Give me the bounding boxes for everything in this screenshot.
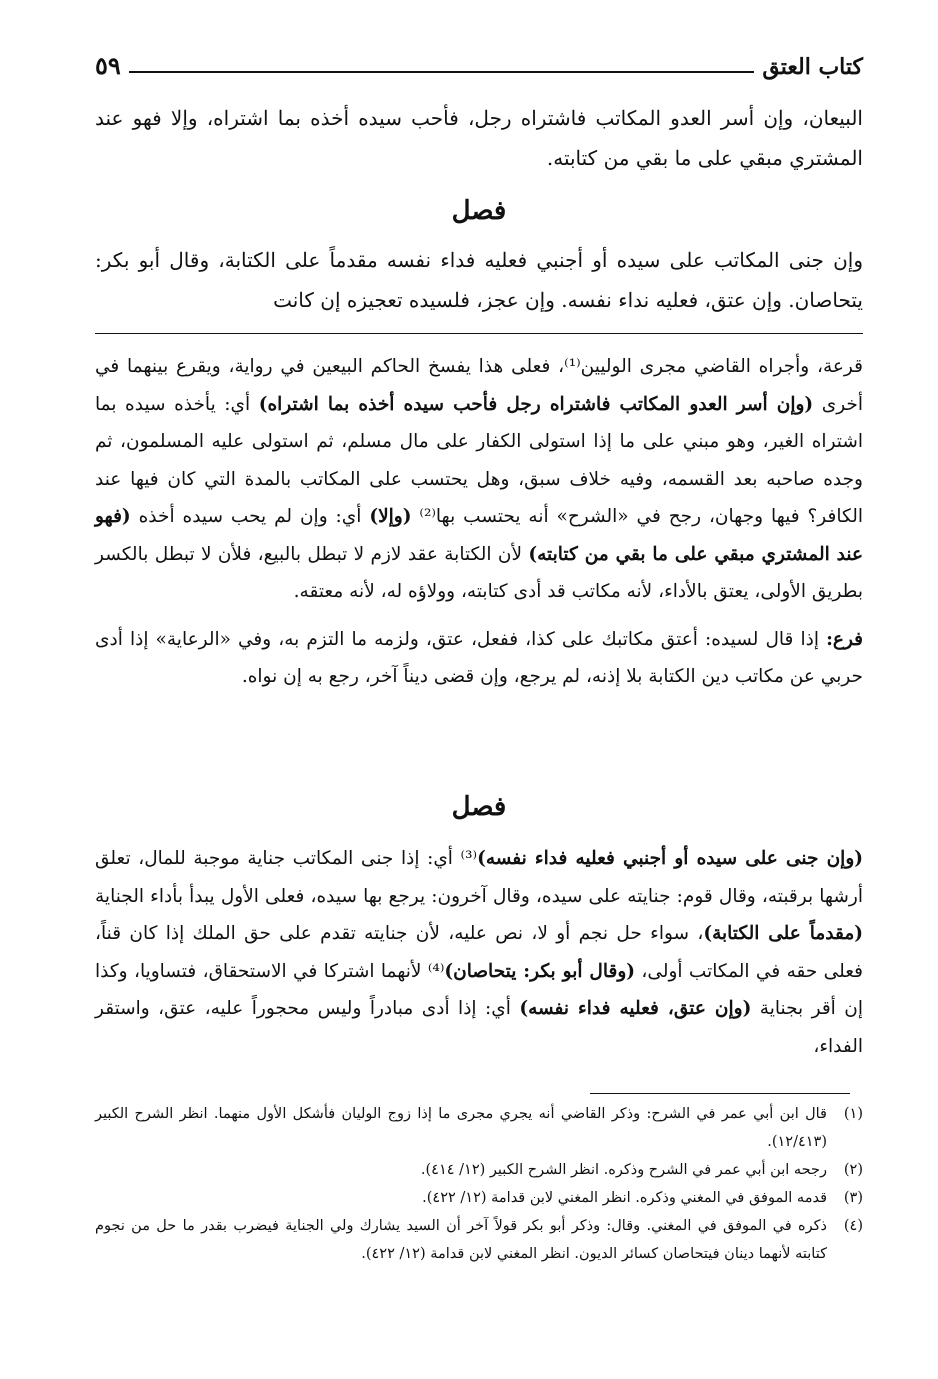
quoted-matn: (وإن أسر العدو المكاتب فاشتراه رجل فأحب سيده أخذه بما اشتراه) <box>258 393 814 415</box>
quoted-matn: (وقال أبو بكر: يتحاصان) <box>444 960 636 982</box>
page-number: ٥٩ <box>95 51 121 80</box>
footnote-rule <box>590 1093 850 1094</box>
footnote-text: ذكره في الموفق في المغني. وقال: وذكر أبو بكر قولاً آخر أن السيد يشارك ولي الجناية فيضرب بقدر ما حل من نجوم كتابته لأنهما دينان فيتحاصان كسائر الديون. انظر المغني لابن قدامة (١٢/ ٤٢٢). <box>95 1218 827 1262</box>
footnote-text: قال ابن أبي عمر في الشرح: وذكر القاضي أنه يجري مجرى ما إذا زوج الوليان فأشكل الأول منهما. انظر الشرح الكبير (١٢/٤١٣). <box>95 1106 827 1150</box>
sharh-text: ⁽⁴⁾ لأنهما اشتركا في الاستحقاق، فتساويا، وكذا إن أقر بجناية <box>95 960 863 1019</box>
sharh-body-2 <box>95 840 863 1065</box>
quoted-matn: (وإن عتق، فعليه فداء نفسه) <box>519 998 752 1019</box>
footnote <box>95 1156 863 1184</box>
header-rule <box>129 71 755 73</box>
quoted-matn: (وإن جنى على سيده أو أجنبي فعليه فداء نفسه) <box>477 848 864 869</box>
quoted-matn: (مقدماً على الكتابة) <box>703 923 863 944</box>
matn-paragraph-2: وإن جنى المكاتب على سيده أو أجنبي فعليه فداء نفسه مقدماً على الكتابة، وقال أبو بكر: يتحاصان. وإن عتق، فعليه نداء نفسه. وإن عجز، فلسيده تعجيزه إن كانت <box>95 248 863 312</box>
footnote <box>95 1184 863 1212</box>
running-header <box>95 40 863 80</box>
footnote <box>95 1212 863 1268</box>
footnote-text: رجحه ابن أبي عمر في الشرح وذكره. انظر الشرح الكبير (١٢/ ٤١٤). <box>420 1162 827 1178</box>
sharh-text: ، سواء حل نجم أو لا، نص عليه، لأن جنايته تقدم على حق الملك إذا كان قناً، فعلى حقه في المكاتب أولى، <box>95 923 863 982</box>
sharh-text: ⁽³⁾ أي: إذا جنى المكاتب جناية موجبة للمال، تعلق أرشها برقبته، وقال قوم: جنايته على سيده، وقال آخرون: يرجع بها سيده، فعلى الأول يبدأ بأداء الجناية <box>95 848 863 907</box>
sharh-text: إذا قال لسيده: أعتق مكاتبك على كذا، ففعل، عتق، ولزمه ما التزم به، وفي «الرعاية» إذا أدى حربي عن مكاتب دين الكتابة بلا إذنه، لم يرجع، وإن قضى ديناً آخر، رجع به إن نواه. <box>95 628 863 687</box>
quoted-matn: (وإلا) <box>369 506 412 527</box>
footnote-text: قدمه الموفق في المغني وذكره. انظر المغني لابن قدامة (١٢/ ٤٢٢). <box>422 1190 827 1206</box>
footnote-number: (٤) <box>843 1218 863 1234</box>
footnote-number: (٣) <box>843 1190 863 1206</box>
far-label: فرع: <box>826 628 863 650</box>
footnotes <box>95 1100 863 1268</box>
sharh-paragraph-3 <box>95 840 863 1065</box>
sharh-text: قرعة، وأجراه القاضي مجرى الوليين <box>580 356 863 377</box>
book-title: كتاب العتق <box>762 54 863 80</box>
sharh-text: ⁽¹⁾، فعلى هذا يفسخ الحاكم البيعين في رواية، ويقرع بينهما في أخرى <box>95 356 863 415</box>
matn-sharh-divider <box>95 333 863 334</box>
sharh-text: لأن الكتابة عقد لازم لا تبطل بالبيع، فلأن لا تبطل بالكسر بطريق الأولى، يعتق بالأداء، لأنه مكاتب قد أدى كتابته، وولاؤه له، لأنه معتقه. <box>95 543 863 602</box>
sharh-paragraph-2 <box>95 621 863 696</box>
sharh-text: أي: يأخذه سيده بما اشتراه الغير، وهو مبني على ما إذا استولى الكفار على مال مسلم، ثم استولى عليه المسلمون، ثم وجده صاحبه بعد القسمه، وفيه خلاف سبق، وهل يحتسب على المكاتب بالمدة التي كان فيها عند الكافر؟ فيها وجهان، رجح في «الشرح» أنه يحتسب بها⁽²⁾ <box>95 393 863 527</box>
footnote-number: (١) <box>843 1106 863 1122</box>
footnote <box>95 1100 863 1156</box>
footnote-number: (٢) <box>843 1162 863 1178</box>
section-heading-1: فصل <box>451 196 507 226</box>
quoted-matn: (فهو عند المشتري مبقي على ما بقي من كتابته) <box>95 506 863 565</box>
sharh-text: أي: إذا أدى مبادراً وليس محجوراً عليه، عتق، واستقر الفداء، <box>95 998 863 1057</box>
sharh-body <box>95 348 863 696</box>
sharh-text: أي: وإن لم يحب سيده أخذه <box>130 506 370 527</box>
sharh-paragraph-1 <box>95 348 863 611</box>
matn-paragraph-1: البيعان، وإن أسر العدو المكاتب فاشتراه رجل، فأحب سيده أخذه بما اشتراه، وإلا فهو عند المشتري مبقي على ما بقي من كتابته. <box>95 106 863 170</box>
section-heading-2: فصل <box>451 792 507 822</box>
